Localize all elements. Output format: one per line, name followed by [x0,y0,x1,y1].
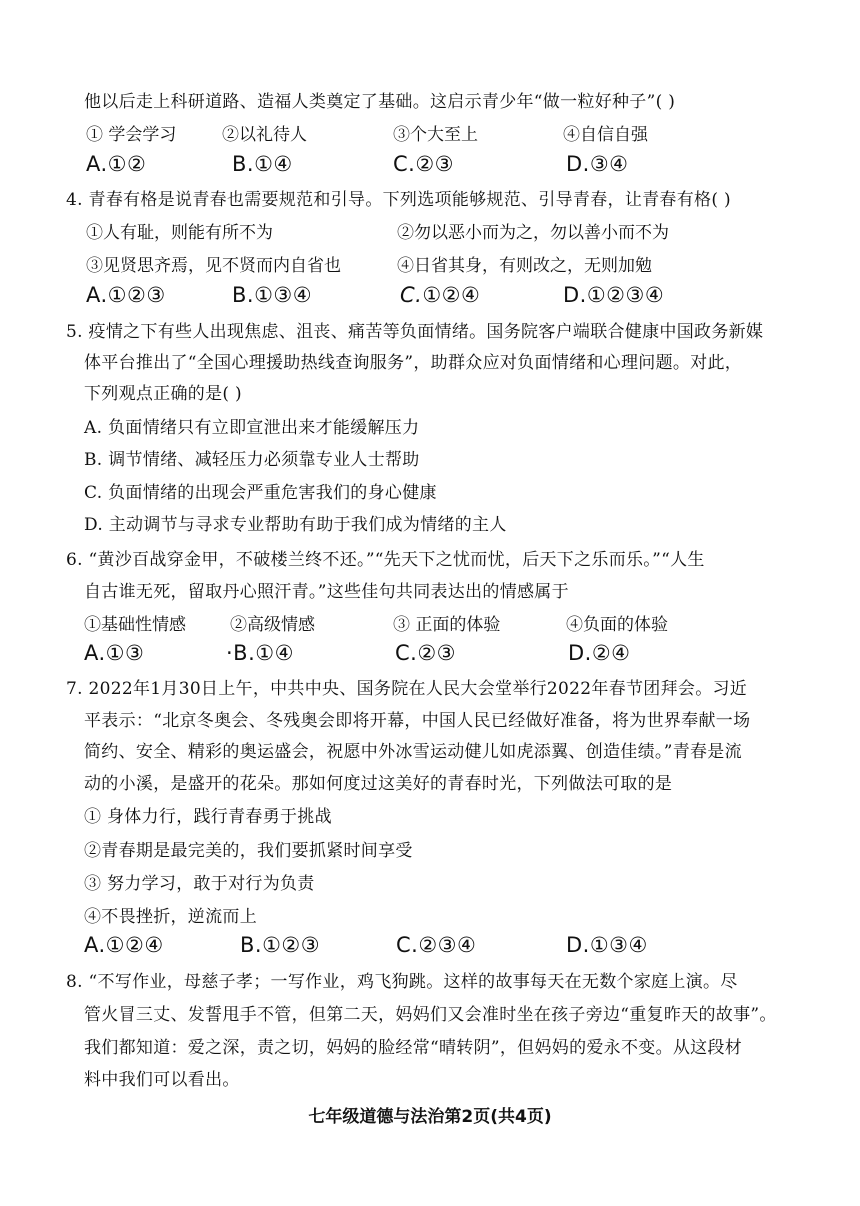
q5-stem-line-1: 5. 疫情之下有些人出现焦虑、沮丧、痛苦等负面情绪。国务院客户端联合健康中国政务新媒 [66,322,764,342]
q7-answer-c: C.②③④ [396,933,477,957]
q7-answer-d: D.①③④ [566,933,648,957]
q4-option-3: ③见贤思齐焉，见不贤而内自省也 [86,256,341,276]
q3-option-1: ① 学会学习 [86,125,177,145]
q7-stem-line-4: 动的小溪，是盛开的花朵。那如何度过这美好的青春时光，下列做法可取的是 [84,774,673,794]
q7-option-2: ②青春期是最完美的，我们要抓紧时间享受 [84,841,413,861]
q6-answer-b: ·B.①④ [226,641,294,665]
q3-answer-b: B.①④ [232,152,293,176]
q5-choice-d: D. 主动调节与寻求专业帮助有助于我们成为情绪的主人 [84,515,507,535]
q6-option-2: ②高级情感 [230,615,315,635]
q6-stem-line-2: 自古谁无死，留取丹心照汗青。”这些佳句共同表达出的情感属于 [84,582,569,602]
q5-choice-a: A. 负面情绪只有立即宣泄出来才能缓解压力 [84,418,420,438]
q7-stem-line-3: 简约、安全、精彩的奥运盛会，祝愿中外冰雪运动健儿如虎添翼、创造佳绩。”青春是流 [84,742,742,762]
q8-stem-line-1: 8. “不写作业，母慈子孝；一写作业，鸡飞狗跳。这样的故事每天在无数个家庭上演。尽 [66,972,738,992]
q7-stem-line-1: 7. 2022年1月30日上午，中共中央、国务院在人民大会堂举行2022年春节团拜会。习近 [66,679,748,699]
q7-option-1: ① 身体力行，践行青春勇于挑战 [84,807,332,827]
q8-stem-line-2: 管火冒三丈、发誓甩手不管，但第二天，妈妈们又会准时坐在孩子旁边“重复昨天的故事”。 [84,1005,777,1025]
q7-option-3: ③ 努力学习，敢于对行为负责 [84,874,315,894]
q5-stem-line-2: 体平台推出了“全国心理援助热线查询服务”，助群众应对负面情绪和心理问题。对此， [84,353,743,373]
q7-answer-b: B.①②③ [240,933,321,957]
q6-stem-line-1: 6. “黄沙百战穿金甲，不破楼兰终不还。”“先天下之忧而忧，后天下之乐而乐。”“人生 [66,550,705,570]
q3-answer-d: D.③④ [566,152,629,176]
q5-choice-b: B. 调节情绪、减轻压力必须靠专业人士帮助 [84,450,420,470]
q8-stem-line-4: 料中我们可以看出。 [84,1070,240,1090]
q3-option-4: ④自信自强 [563,125,648,145]
page-footer: 七年级道德与法治第2页(共4页) [308,1107,552,1127]
q4-stem: 4. 青春有格是说青春也需要规范和引导。下列选项能够规范、引导青春，让青春有格( ) [66,190,731,210]
q4-answer-b: B.①③④ [232,283,313,307]
q6-option-3: ③ 正面的体验 [393,615,501,635]
q3-option-3: ③个大至上 [393,125,478,145]
q5-choice-c: C. 负面情绪的出现会严重危害我们的身心健康 [84,483,437,503]
q7-answer-a: A.①②④ [84,933,164,957]
q8-stem-line-3: 我们都知道：爱之深，责之切，妈妈的脸经常“晴转阴”，但妈妈的爱永不变。从这段材 [84,1038,743,1058]
q4-answer-a: A.①②③ [86,283,166,307]
q6-answer-a: A.①③ [84,641,145,665]
q7-stem-line-2: 平表示：“北京冬奥会、冬残奥会即将开幕，中国人民已经做好准备，将为世界奉献一场 [84,711,751,731]
q6-answer-c: C.②③ [395,641,456,665]
q3-answer-c: C.②③ [393,152,454,176]
q5-stem-line-3: 下列观点正确的是( ) [84,384,242,404]
q6-option-1: ①基础性情感 [84,615,186,635]
q4-option-4: ④日省其身，有则改之，无则加勉 [397,256,652,276]
q4-option-1: ①人有耻，则能有所不为 [86,223,273,243]
q4-option-2: ②勿以恶小而为之，勿以善小而不为 [397,223,669,243]
q4-answer-c: C.①②④ [400,283,481,307]
q6-answer-d: D.②④ [568,641,631,665]
q4-answer-d: D.①②③④ [563,283,665,307]
q6-option-4: ④负面的体验 [566,615,668,635]
q3-option-2: ②以礼待人 [222,125,307,145]
q3-stem-tail: 他以后走上科研道路、造福人类奠定了基础。这启示青少年“做一粒好种子”( ) [84,92,676,112]
q7-option-4: ④不畏挫折，逆流而上 [84,907,257,927]
q3-answer-a: A.①② [86,152,147,176]
